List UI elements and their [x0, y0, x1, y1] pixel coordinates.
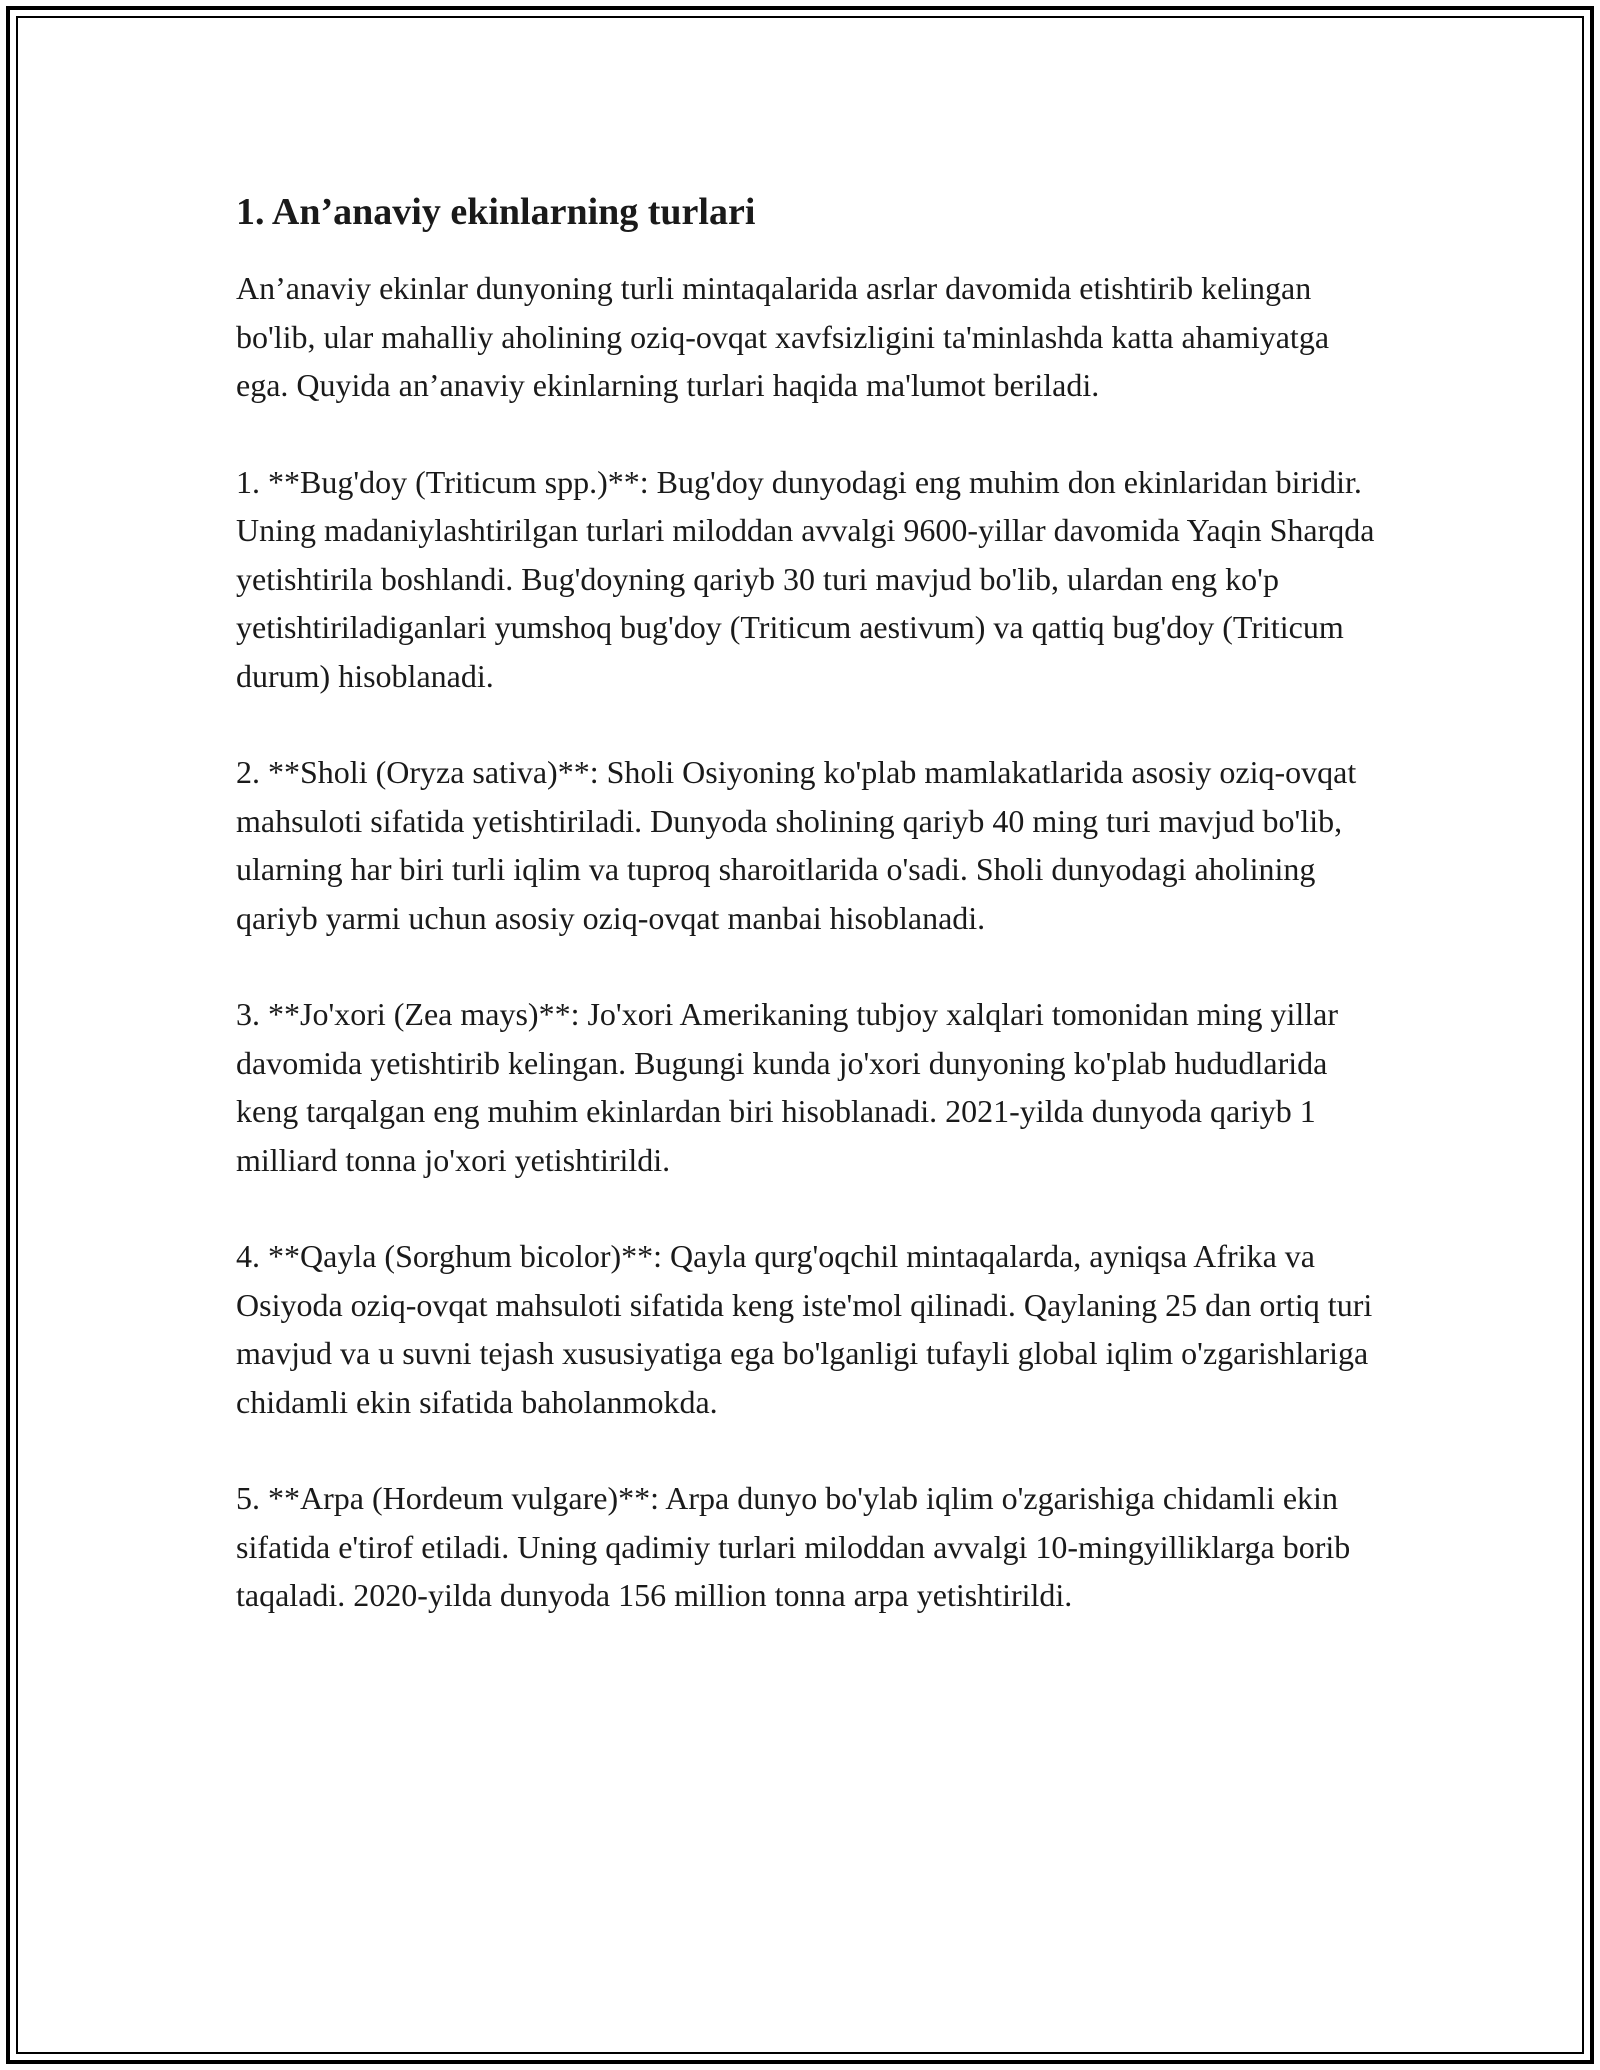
section-heading: 1. An’anaviy ekinlarning turlari [236, 191, 756, 233]
document-body [236, 186, 1386, 1668]
intro-paragraph: An’anaviy ekinlar dunyoning turli mintaqalarida asrlar davomida etishtirib kelingan bo'lib, ular mahalliy aholining oziq-ovqat xavfsizligini ta'minlashda katta ahamiyatga ega. Quyida an’anaviy ekinlarning turlari haqida ma'lumot beriladi. [236, 270, 1330, 403]
list-item-corn: 3. **Jo'xori (Zea mays)**: Jo'xori Amerikaning tubjoy xalqlari tomonidan ming yillar davomida yetishtirib kelingan. Bugungi kunda jo'xori dunyoning ko'plab hududlarida keng tarqalgan eng muhim ekinlardan biri hisoblanadi. 2021-yilda dunyoda qariyb 1 milliard tonna jo'xori yetishtirildi. [236, 996, 1339, 1178]
list-item-rice: 2. **Sholi (Oryza sativa)**: Sholi Osiyoning ko'plab mamlakatlarida asosiy oziq-ovqat mahsuloti sifatida yetishtiriladi. Dunyoda sholining qariyb 40 ming turi mavjud bo'lib, ularning har biri turli iqlim va tuproq sharoitlarida o'sadi. Sholi dunyodagi aholining qariyb yarmi uchun asosiy oziq-ovqat manbai hisoblanadi. [236, 754, 1357, 936]
list-item-wheat: 1. **Bug'doy (Triticum spp.)**: Bug'doy dunyodagi eng muhim don ekinlaridan biridir. Uning madaniylashtirilgan turlari miloddan avvalgi 9600-yillar davomida Yaqin Sharqda yetishtirila boshlandi. Bug'doyning qariyb 30 turi mavjud bo'lib, ulardan eng ko'p yetishtiriladiganlari yumshoq bug'doy (Triticum aestivum) va qattiq bug'doy (Triticum durum) hisoblanadi. [236, 463, 1375, 694]
list-item-sorghum: 4. **Qayla (Sorghum bicolor)**: Qayla qurg'oqchil mintaqalarda, ayniqsa Afrika va Osiyoda oziq-ovqat mahsuloti sifatida keng iste'mol qilinadi. Qaylaning 25 dan ortiq turi mavjud va u suvni tejash xususiyatiga ega bo'lganligi tufayli global iqlim o'zgarishlariga chidamli ekin sifatida baholanmokda. [236, 1238, 1373, 1420]
list-item-barley: 5. **Arpa (Hordeum vulgare)**: Arpa dunyo bo'ylab iqlim o'zgarishiga chidamli ekin sifatida e'tirof etiladi. Uning qadimiy turlari miloddan avvalgi 10-mingyilliklarga borib taqaladi. 2020-yilda dunyoda 156 million tonna arpa yetishtirildi. [236, 1480, 1351, 1613]
